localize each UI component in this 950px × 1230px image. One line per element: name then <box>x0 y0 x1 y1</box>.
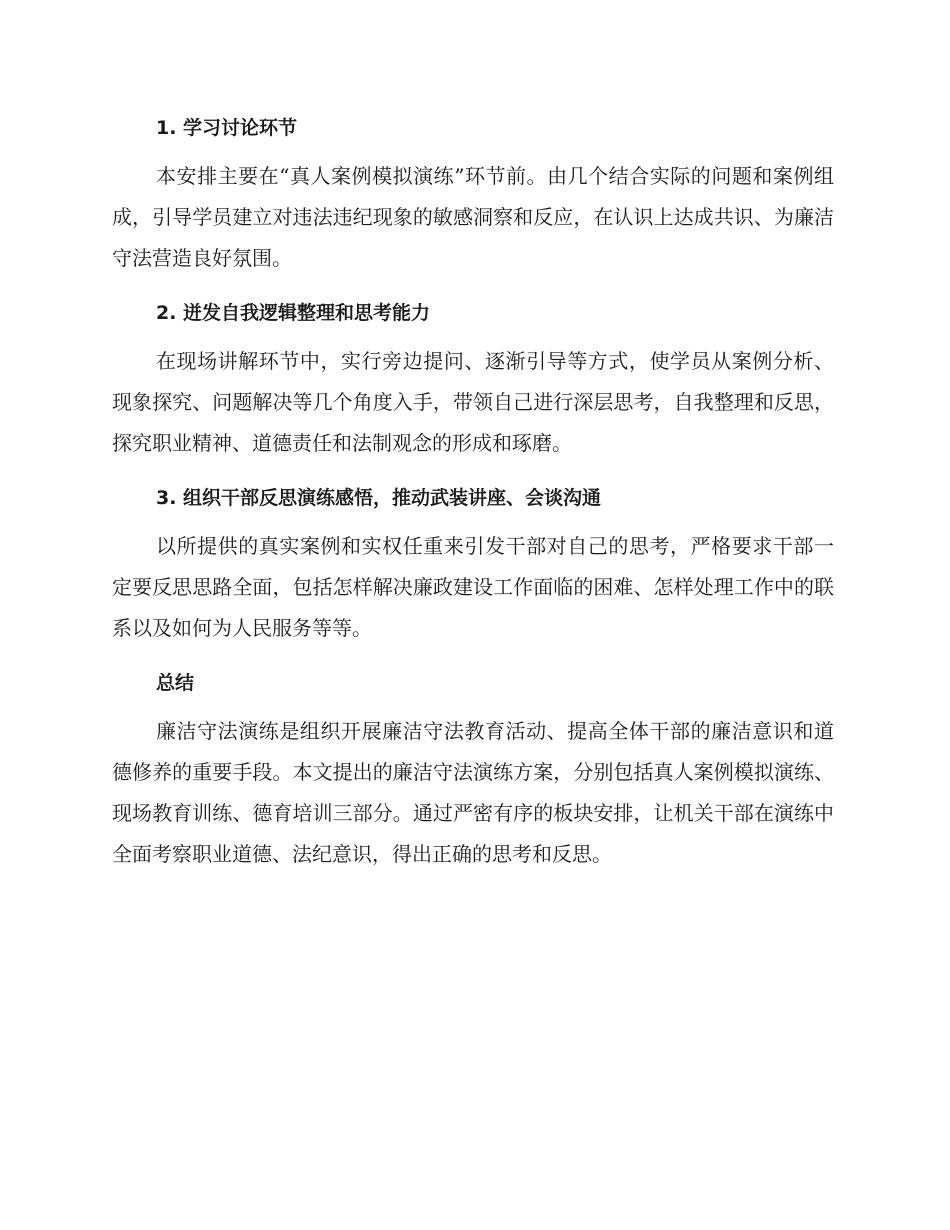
section-paragraph: 以所提供的真实案例和实权任重来引发干部对自己的思考，严格要求干部一定要反思思路全面，包括怎样解决廉政建设工作面临的困难、怎样处理工作中的联系以及如何为人民服务等等。 <box>112 534 834 640</box>
section-paragraph: 廉洁守法演练是组织开展廉洁守法教育活动、提高全体干部的廉洁意识和道德修养的重要手段。本文提出的廉洁守法演练方案，分别包括真人案例模拟演练、现场教育训练、德育培训三部分。通过严密有序的板块安排，让机关干部在演练中全面考察职业道德、法纪意识，得出正确的思考和反思。 <box>112 719 834 866</box>
section-summary <box>112 663 834 875</box>
section-heading: 1. 学习讨论环节 <box>156 117 298 139</box>
section-heading: 3. 组织干部反思演练感悟，推动武装讲座、会谈沟通 <box>156 487 602 509</box>
section-self-logic-thinking <box>112 293 834 464</box>
section-study-discussion <box>112 108 834 279</box>
section-heading: 总结 <box>156 672 195 694</box>
section-heading: 2. 迸发自我逻辑整理和思考能力 <box>156 302 431 324</box>
section-paragraph: 本安排主要在“真人案例模拟演练”环节前。由几个结合实际的问题和案例组成，引导学员建立对违法违纪现象的敏感洞察和反应，在认识上达成共识、为廉洁守法营造良好氛围。 <box>112 164 834 270</box>
section-paragraph: 在现场讲解环节中，实行旁边提问、逐渐引导等方式，使学员从案例分析、现象探究、问题解决等几个角度入手，带领自己进行深层思考，自我整理和反思，探究职业精神、道德责任和法制观念的形成和琢磨。 <box>112 349 834 455</box>
section-cadre-reflection <box>112 478 834 649</box>
document-body <box>112 108 834 889</box>
